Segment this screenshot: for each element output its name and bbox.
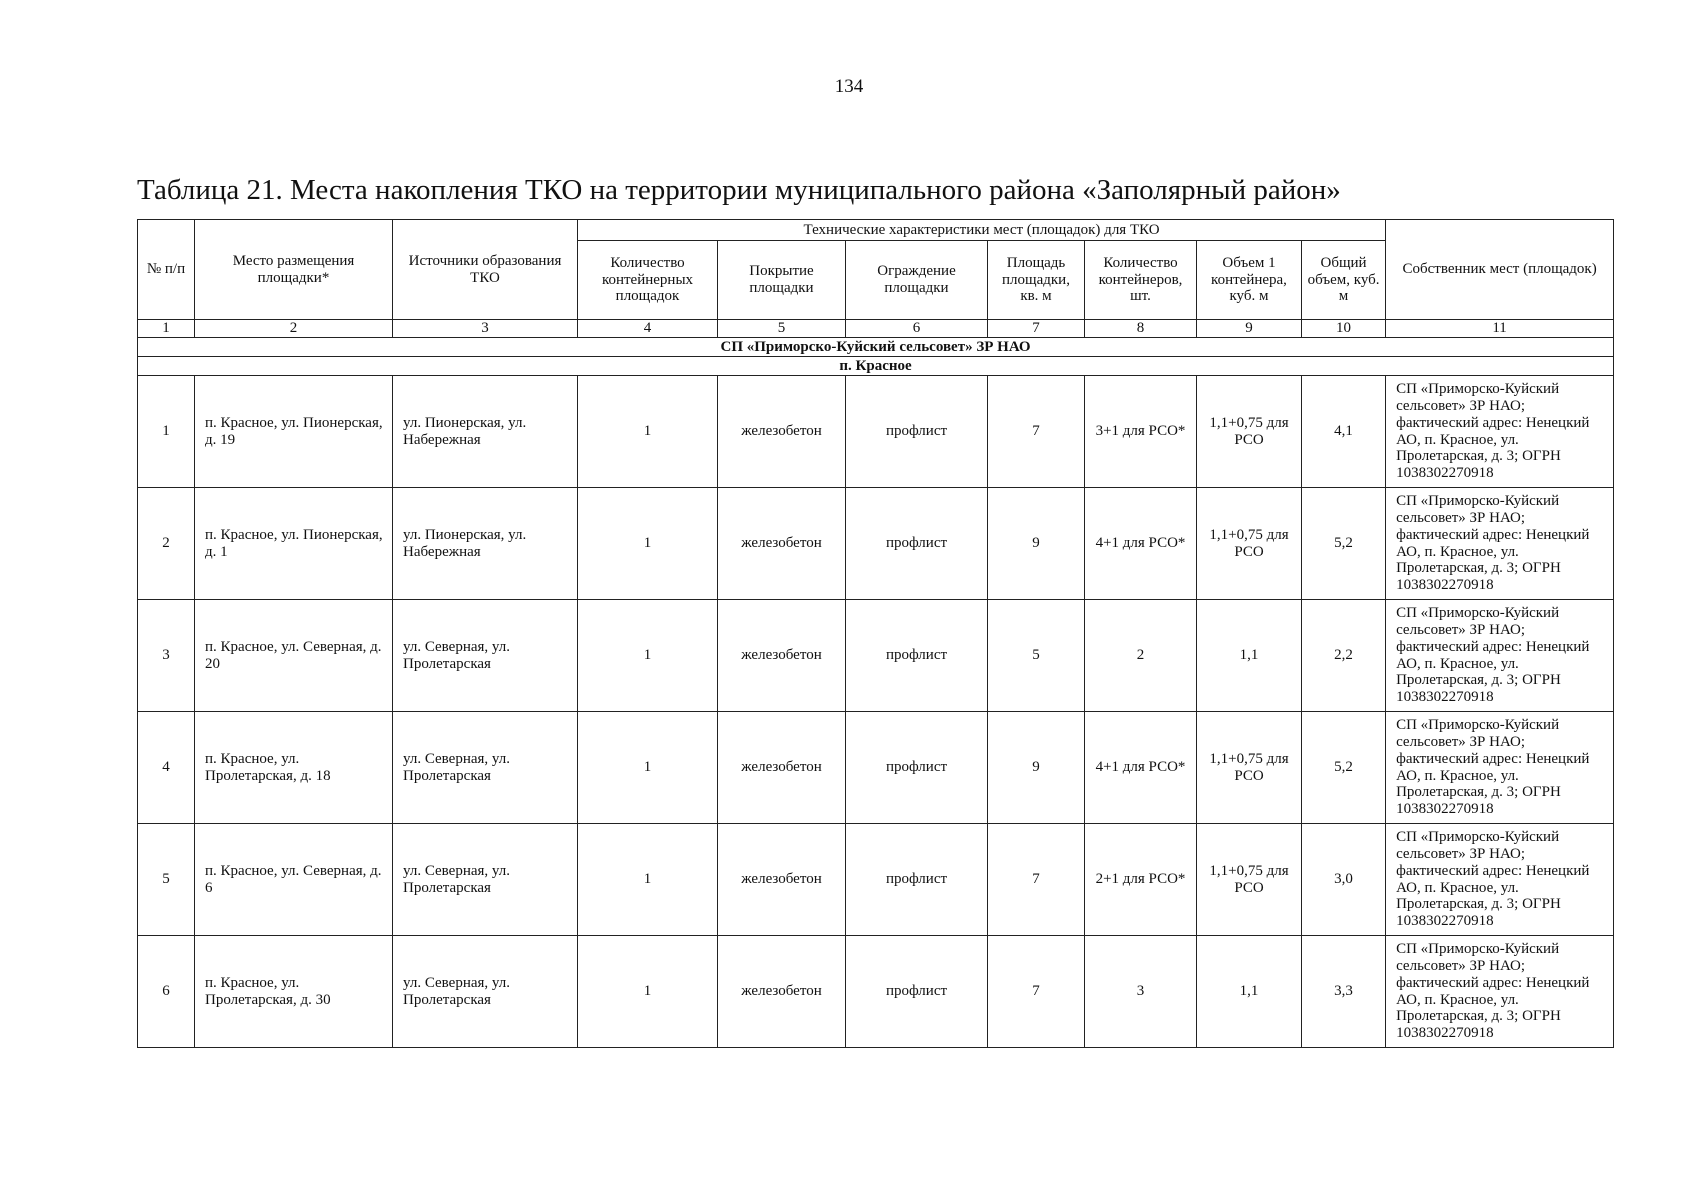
cell-count-sites: 1 bbox=[578, 600, 718, 712]
cell-fence: профлист bbox=[846, 488, 988, 600]
cell-surface: железобетон bbox=[718, 488, 846, 600]
cell-volume-total: 3,0 bbox=[1302, 824, 1386, 936]
cell-volume-one: 1,1 bbox=[1197, 600, 1302, 712]
table-row bbox=[138, 488, 1614, 600]
column-number: 8 bbox=[1085, 320, 1197, 338]
cell-volume-total: 2,2 bbox=[1302, 600, 1386, 712]
cell-count-sites: 1 bbox=[578, 488, 718, 600]
cell-containers: 4+1 для РСО* bbox=[1085, 488, 1197, 600]
header-containers: Количество контейнеров, шт. bbox=[1085, 241, 1197, 320]
column-number: 6 bbox=[846, 320, 988, 338]
column-number: 5 bbox=[718, 320, 846, 338]
cell-owner: СП «Приморско-Куйский сельсовет» ЗР НАО; фактический адрес: Ненецкий АО, п. Красное, ул. Пролетарская, д. 3; ОГРН 1038302270918 bbox=[1386, 376, 1614, 488]
cell-fence: профлист bbox=[846, 376, 988, 488]
cell-count-sites: 1 bbox=[578, 936, 718, 1048]
cell-num: 3 bbox=[138, 600, 195, 712]
cell-sources: ул. Пионерская, ул. Набережная bbox=[393, 376, 578, 488]
table-row bbox=[138, 376, 1614, 488]
cell-sources: ул. Пионерская, ул. Набережная bbox=[393, 488, 578, 600]
cell-owner: СП «Приморско-Куйский сельсовет» ЗР НАО; фактический адрес: Ненецкий АО, п. Красное, ул. Пролетарская, д. 3; ОГРН 1038302270918 bbox=[1386, 824, 1614, 936]
cell-containers: 2+1 для РСО* bbox=[1085, 824, 1197, 936]
cell-sources: ул. Северная, ул. Пролетарская bbox=[393, 600, 578, 712]
cell-volume-total: 4,1 bbox=[1302, 376, 1386, 488]
cell-location: п. Красное, ул. Северная, д. 20 bbox=[195, 600, 393, 712]
cell-fence: профлист bbox=[846, 936, 988, 1048]
header-location: Место размещения площадки* bbox=[195, 220, 393, 320]
table-title: Таблица 21. Места накопления ТКО на территории муниципального района «Заполярный район» bbox=[137, 174, 1341, 206]
cell-area: 9 bbox=[988, 712, 1085, 824]
cell-location: п. Красное, ул. Северная, д. 6 bbox=[195, 824, 393, 936]
cell-count-sites: 1 bbox=[578, 376, 718, 488]
cell-fence: профлист bbox=[846, 600, 988, 712]
header-area: Площадь площадки, кв. м bbox=[988, 241, 1085, 320]
cell-sources: ул. Северная, ул. Пролетарская bbox=[393, 824, 578, 936]
cell-surface: железобетон bbox=[718, 824, 846, 936]
cell-area: 7 bbox=[988, 936, 1085, 1048]
cell-owner: СП «Приморско-Куйский сельсовет» ЗР НАО; фактический адрес: Ненецкий АО, п. Красное, ул. Пролетарская, д. 3; ОГРН 1038302270918 bbox=[1386, 488, 1614, 600]
cell-volume-total: 5,2 bbox=[1302, 712, 1386, 824]
cell-location: п. Красное, ул. Пионерская, д. 19 bbox=[195, 376, 393, 488]
header-volume-total: Общий объем, куб. м bbox=[1302, 241, 1386, 320]
header-sources: Источники образования ТКО bbox=[393, 220, 578, 320]
cell-owner: СП «Приморско-Куйский сельсовет» ЗР НАО; фактический адрес: Ненецкий АО, п. Красное, ул. Пролетарская, д. 3; ОГРН 1038302270918 bbox=[1386, 936, 1614, 1048]
cell-sources: ул. Северная, ул. Пролетарская bbox=[393, 936, 578, 1048]
cell-fence: профлист bbox=[846, 824, 988, 936]
cell-containers: 4+1 для РСО* bbox=[1085, 712, 1197, 824]
waste-sites-table bbox=[137, 219, 1614, 1048]
cell-area: 5 bbox=[988, 600, 1085, 712]
cell-volume-one: 1,1 bbox=[1197, 936, 1302, 1048]
column-number: 2 bbox=[195, 320, 393, 338]
cell-num: 1 bbox=[138, 376, 195, 488]
cell-owner: СП «Приморско-Куйский сельсовет» ЗР НАО; фактический адрес: Ненецкий АО, п. Красное, ул. Пролетарская, д. 3; ОГРН 1038302270918 bbox=[1386, 712, 1614, 824]
cell-owner: СП «Приморско-Куйский сельсовет» ЗР НАО; фактический адрес: Ненецкий АО, п. Красное, ул. Пролетарская, д. 3; ОГРН 1038302270918 bbox=[1386, 600, 1614, 712]
column-number: 4 bbox=[578, 320, 718, 338]
header-owner: Собственник мест (площадок) bbox=[1386, 220, 1614, 320]
header-surface: Покрытие площадки bbox=[718, 241, 846, 320]
cell-count-sites: 1 bbox=[578, 712, 718, 824]
cell-containers: 3+1 для РСО* bbox=[1085, 376, 1197, 488]
cell-surface: железобетон bbox=[718, 376, 846, 488]
cell-containers: 3 bbox=[1085, 936, 1197, 1048]
cell-sources: ул. Северная, ул. Пролетарская bbox=[393, 712, 578, 824]
cell-volume-total: 5,2 bbox=[1302, 488, 1386, 600]
cell-surface: железобетон bbox=[718, 936, 846, 1048]
subgroup-title: п. Красное bbox=[138, 357, 1614, 376]
table-row bbox=[138, 600, 1614, 712]
cell-num: 2 bbox=[138, 488, 195, 600]
cell-count-sites: 1 bbox=[578, 824, 718, 936]
header-volume-one: Объем 1 контейнера, куб. м bbox=[1197, 241, 1302, 320]
header-tech-group: Технические характеристики мест (площадок) для ТКО bbox=[578, 220, 1386, 241]
cell-volume-total: 3,3 bbox=[1302, 936, 1386, 1048]
cell-containers: 2 bbox=[1085, 600, 1197, 712]
header-fence: Ограждение площадки bbox=[846, 241, 988, 320]
header-num: № п/п bbox=[138, 220, 195, 320]
column-number: 9 bbox=[1197, 320, 1302, 338]
cell-fence: профлист bbox=[846, 712, 988, 824]
cell-area: 7 bbox=[988, 824, 1085, 936]
header-count-sites: Количество контейнерных площадок bbox=[578, 241, 718, 320]
cell-surface: железобетон bbox=[718, 600, 846, 712]
column-number: 3 bbox=[393, 320, 578, 338]
column-number: 1 bbox=[138, 320, 195, 338]
cell-surface: железобетон bbox=[718, 712, 846, 824]
cell-location: п. Красное, ул. Пролетарская, д. 30 bbox=[195, 936, 393, 1048]
cell-area: 7 bbox=[988, 376, 1085, 488]
cell-volume-one: 1,1+0,75 для РСО bbox=[1197, 376, 1302, 488]
table-row bbox=[138, 712, 1614, 824]
page-number: 134 bbox=[834, 76, 864, 97]
group-title: СП «Приморско-Куйский сельсовет» ЗР НАО bbox=[138, 338, 1614, 357]
column-number: 7 bbox=[988, 320, 1085, 338]
cell-num: 5 bbox=[138, 824, 195, 936]
column-number: 11 bbox=[1386, 320, 1614, 338]
table-row bbox=[138, 824, 1614, 936]
cell-volume-one: 1,1+0,75 для РСО bbox=[1197, 712, 1302, 824]
cell-area: 9 bbox=[988, 488, 1085, 600]
cell-volume-one: 1,1+0,75 для РСО bbox=[1197, 824, 1302, 936]
column-numbers-row bbox=[138, 320, 1614, 338]
cell-location: п. Красное, ул. Пионерская, д. 1 bbox=[195, 488, 393, 600]
column-number: 10 bbox=[1302, 320, 1386, 338]
cell-volume-one: 1,1+0,75 для РСО bbox=[1197, 488, 1302, 600]
cell-num: 6 bbox=[138, 936, 195, 1048]
cell-location: п. Красное, ул. Пролетарская, д. 18 bbox=[195, 712, 393, 824]
table-row bbox=[138, 936, 1614, 1048]
cell-num: 4 bbox=[138, 712, 195, 824]
